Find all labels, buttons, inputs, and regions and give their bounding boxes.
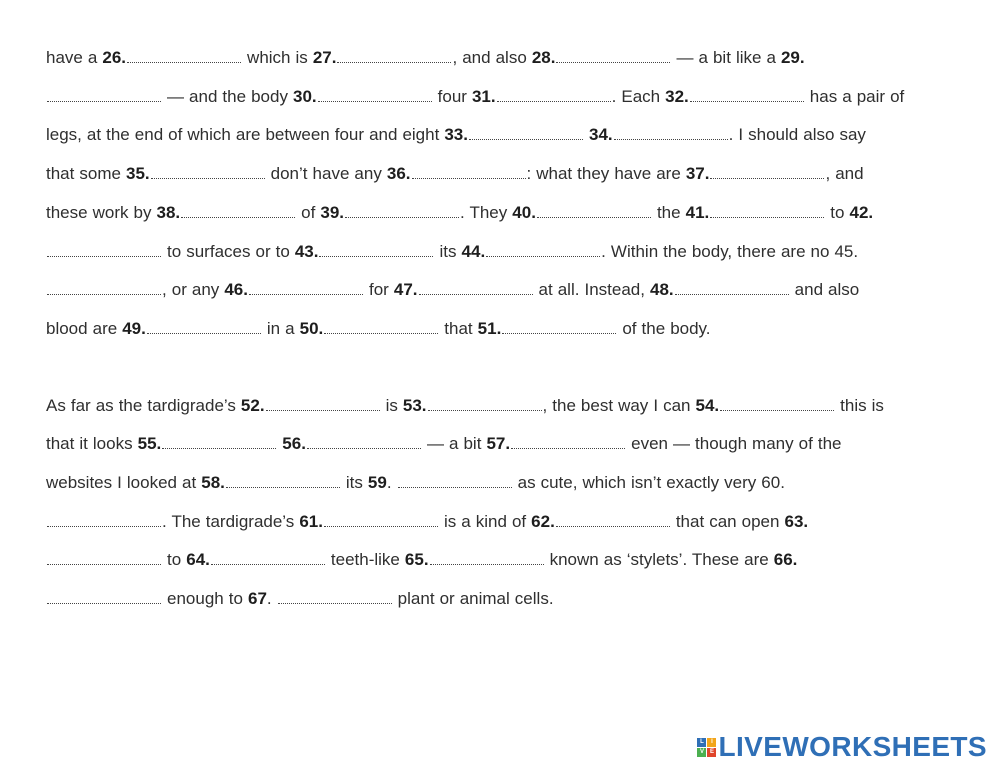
answer-blank[interactable] (710, 164, 824, 179)
answer-blank[interactable] (398, 473, 512, 488)
question-number: 66. (773, 550, 798, 570)
question-number: 26. (102, 48, 127, 67)
answer-blank[interactable] (710, 203, 824, 218)
logo-square: L (697, 738, 706, 747)
text-segment: known as ‘stylets’. These are (544, 550, 774, 570)
text-segment: have a (46, 48, 103, 67)
question-number: 53. (402, 395, 427, 415)
question-number: 29. (780, 48, 805, 67)
answer-blank[interactable] (419, 280, 533, 295)
text-segment: has a pair of (804, 86, 905, 106)
footer-logo (697, 731, 987, 763)
answer-blank[interactable] (556, 512, 670, 527)
text-segment: at all. Instead, (533, 280, 650, 300)
answer-blank[interactable] (226, 473, 340, 488)
question-number: 39. (320, 202, 345, 222)
question-number: 54. (695, 395, 720, 415)
text-segment: , the best way I can (542, 395, 696, 415)
text-segment: to (162, 550, 187, 570)
text-segment: is (380, 395, 403, 415)
text-segment: plant or animal cells. (392, 589, 554, 609)
question-number: 35. (125, 164, 150, 184)
answer-blank[interactable] (151, 164, 265, 179)
text-segment: : what they have are (526, 164, 686, 184)
text-segment: the (651, 202, 686, 222)
question-number: 28. (531, 48, 556, 67)
answer-blank[interactable] (266, 396, 380, 411)
text-segment: . The tardigrade’s (162, 511, 300, 531)
text-segment: as cute, which isn’t exactly very 60. (512, 473, 785, 493)
answer-blank[interactable] (47, 550, 161, 565)
logo-square: V (697, 748, 706, 757)
text-segment: , or any (162, 280, 225, 300)
answer-blank[interactable] (345, 203, 459, 218)
answer-blank[interactable] (47, 242, 161, 257)
text-segment: . (386, 473, 397, 493)
question-number: 63. (784, 511, 809, 531)
text-segment: . (266, 589, 277, 609)
text-segment: . Each (611, 86, 666, 106)
question-number: 64. (186, 550, 210, 570)
answer-blank[interactable] (162, 434, 276, 449)
answer-blank[interactable] (278, 589, 392, 604)
answer-blank[interactable] (556, 48, 670, 63)
answer-blank[interactable] (497, 87, 611, 102)
answer-blank[interactable] (486, 242, 600, 257)
question-number: 33. (444, 125, 468, 145)
text-segment: that (439, 318, 478, 338)
answer-blank[interactable] (211, 550, 325, 565)
text-segment: , and also (452, 48, 532, 67)
question-number: 43. (294, 241, 319, 261)
question-number: 48. (650, 280, 674, 300)
text-segment: of (296, 202, 321, 222)
question-number: 44. (461, 241, 486, 261)
question-number: 31. (471, 86, 496, 106)
text-segment: — a bit (421, 434, 487, 454)
text-segment: . Within the body, there are no 45. (601, 241, 859, 261)
answer-blank[interactable] (181, 203, 295, 218)
answer-blank[interactable] (318, 87, 432, 102)
paragraph (46, 387, 966, 619)
answer-blank[interactable] (47, 589, 161, 604)
text-segment: to surfaces or to (162, 241, 295, 261)
question-number: 37. (685, 164, 710, 184)
question-number: 32. (665, 86, 689, 106)
answer-blank[interactable] (127, 48, 241, 63)
logo-square: I (707, 738, 716, 747)
text-segment: in a (261, 318, 300, 338)
text-segment: for (363, 280, 394, 300)
text-segment: — and the body (162, 86, 293, 106)
text-segment: . I should also say (728, 125, 866, 145)
text-segment: , and (825, 164, 864, 184)
text-segment: even — though many of the (626, 434, 842, 454)
text-segment: which is (242, 48, 313, 67)
question-number: 46. (224, 280, 248, 300)
text-segment: — a bit like a (671, 48, 781, 67)
text-segment: . They (460, 202, 513, 222)
question-number: 59 (367, 473, 387, 493)
question-number: 67 (247, 589, 267, 609)
question-number: 42. (849, 202, 874, 222)
question-number: 38. (156, 202, 181, 222)
answer-blank[interactable] (324, 512, 438, 527)
question-number: 49. (122, 318, 146, 338)
text-segment: these work by (46, 202, 157, 222)
answer-blank[interactable] (675, 280, 789, 295)
question-number: 58. (201, 473, 225, 493)
answer-blank[interactable] (502, 319, 616, 334)
answer-blank[interactable] (47, 280, 161, 295)
question-number: 27. (312, 48, 337, 67)
answer-blank[interactable] (47, 87, 161, 102)
answer-blank[interactable] (511, 434, 625, 449)
text-segment: this is (835, 395, 884, 415)
answer-blank[interactable] (412, 164, 526, 179)
answer-blank[interactable] (614, 125, 728, 140)
answer-blank[interactable] (319, 242, 433, 257)
question-number: 65. (404, 550, 429, 570)
answer-blank[interactable] (147, 319, 261, 334)
worksheet-text (46, 39, 966, 619)
question-number: 41. (685, 202, 710, 222)
text-segment: websites I looked at (46, 473, 202, 493)
text-segment: to (825, 202, 850, 222)
answer-blank[interactable] (337, 48, 451, 63)
text-segment: don’t have any (265, 164, 387, 184)
answer-blank[interactable] (537, 203, 651, 218)
question-number: 51. (477, 318, 502, 338)
text-segment: that can open (670, 511, 785, 531)
text-segment: is a kind of (438, 511, 532, 531)
question-number: 40. (512, 202, 536, 222)
answer-blank[interactable] (47, 512, 161, 527)
answer-blank[interactable] (307, 434, 421, 449)
answer-blank[interactable] (430, 550, 544, 565)
text-segment: of the body. (617, 318, 711, 338)
text-segment: its (340, 473, 368, 493)
text-segment: As far as the tardigrade’s (46, 395, 241, 415)
question-number: 36. (386, 164, 411, 184)
text-segment: that some (46, 164, 126, 184)
text-segment: its (434, 241, 462, 261)
answer-blank[interactable] (324, 319, 438, 334)
answer-blank[interactable] (720, 396, 834, 411)
question-number: 52. (240, 395, 265, 415)
answer-blank[interactable] (690, 87, 804, 102)
paragraph (46, 39, 966, 349)
text-segment: four (432, 86, 472, 106)
answer-blank[interactable] (469, 125, 583, 140)
question-number: 61. (299, 511, 323, 531)
text-segment: legs, at the end of which are between four and eight (46, 125, 445, 145)
question-number: 55. (137, 434, 162, 454)
text-segment: blood are (46, 318, 123, 338)
question-number: 62. (531, 511, 555, 531)
question-number: 50. (299, 318, 324, 338)
text-segment: enough to (162, 589, 248, 609)
logo-square: E (707, 748, 716, 757)
logo-text: LIVEWORKSHEETS (718, 731, 987, 762)
answer-blank[interactable] (428, 396, 542, 411)
question-number: 30. (292, 86, 317, 106)
question-number: 34. (589, 125, 613, 145)
text-segment: and also (789, 280, 860, 300)
liveworksheets-logo-icon (697, 738, 716, 757)
question-number: 47. (393, 280, 418, 300)
question-number: 56. (282, 434, 306, 454)
answer-blank[interactable] (249, 280, 363, 295)
question-number: 57. (486, 434, 511, 454)
text-segment: that it looks (46, 434, 138, 454)
text-segment: teeth-like (325, 550, 405, 570)
